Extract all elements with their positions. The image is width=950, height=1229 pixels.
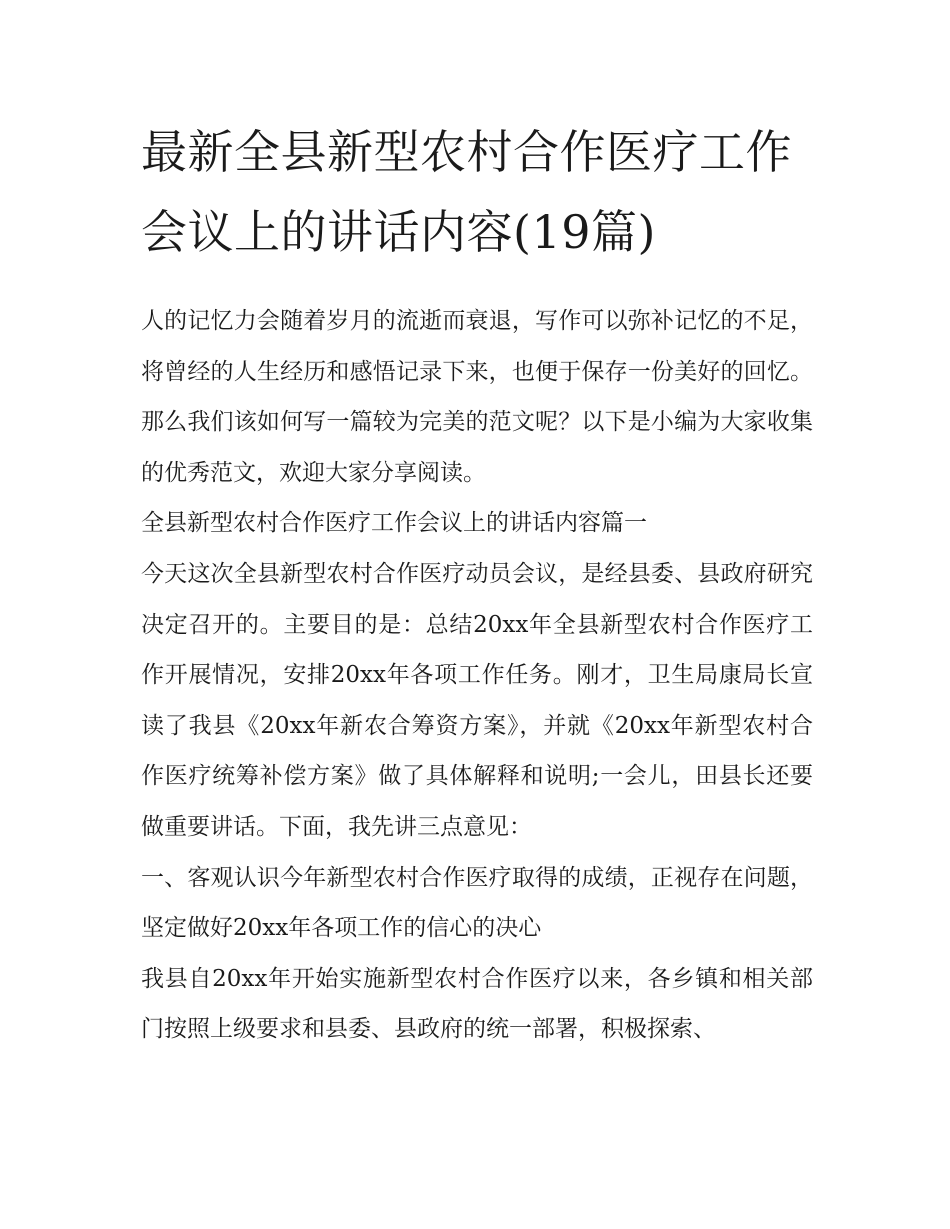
body-paragraph: 我县自20xx年开始实施新型农村合作医疗以来，各乡镇和相关部门按照上级要求和县委、县政府的统一部署，积极探索、	[141, 965, 813, 1043]
section-heading: 全县新型农村合作医疗工作会议上的讲话内容篇一	[141, 510, 647, 537]
document-title: 最新全县新型农村合作医疗工作会议上的讲话内容(19篇)	[141, 125, 792, 259]
intro-paragraph: 人的记忆力会随着岁月的流逝而衰退，写作可以弥补记忆的不足，将曾经的人生经历和感悟记录下来，也便于保存一份美好的回忆。那么我们该如何写一篇较为完美的范文呢？以下是小编为大家收集的优秀范文，欢迎大家分享阅读。	[141, 308, 813, 486]
document-page	[141, 112, 813, 1055]
point-one-heading: 一、客观认识今年新型农村合作医疗取得的成绩，正视存在问题，坚定做好20xx年各项工作的信心的决心	[141, 864, 813, 942]
body-paragraph: 今天这次全县新型农村合作医疗动员会议，是经县委、县政府研究决定召开的。主要目的是：总结20xx年全县新型农村合作医疗工作开展情况，安排20xx年各项工作任务。刚才，卫生局康局长宣读了我县《20xx年新农合筹资方案》，并就《20xx年新型农村合作医疗统筹补偿方案》做了具体解释和说明;一会儿，田县长还要做重要讲话。下面，我先讲三点意见：	[141, 560, 813, 840]
